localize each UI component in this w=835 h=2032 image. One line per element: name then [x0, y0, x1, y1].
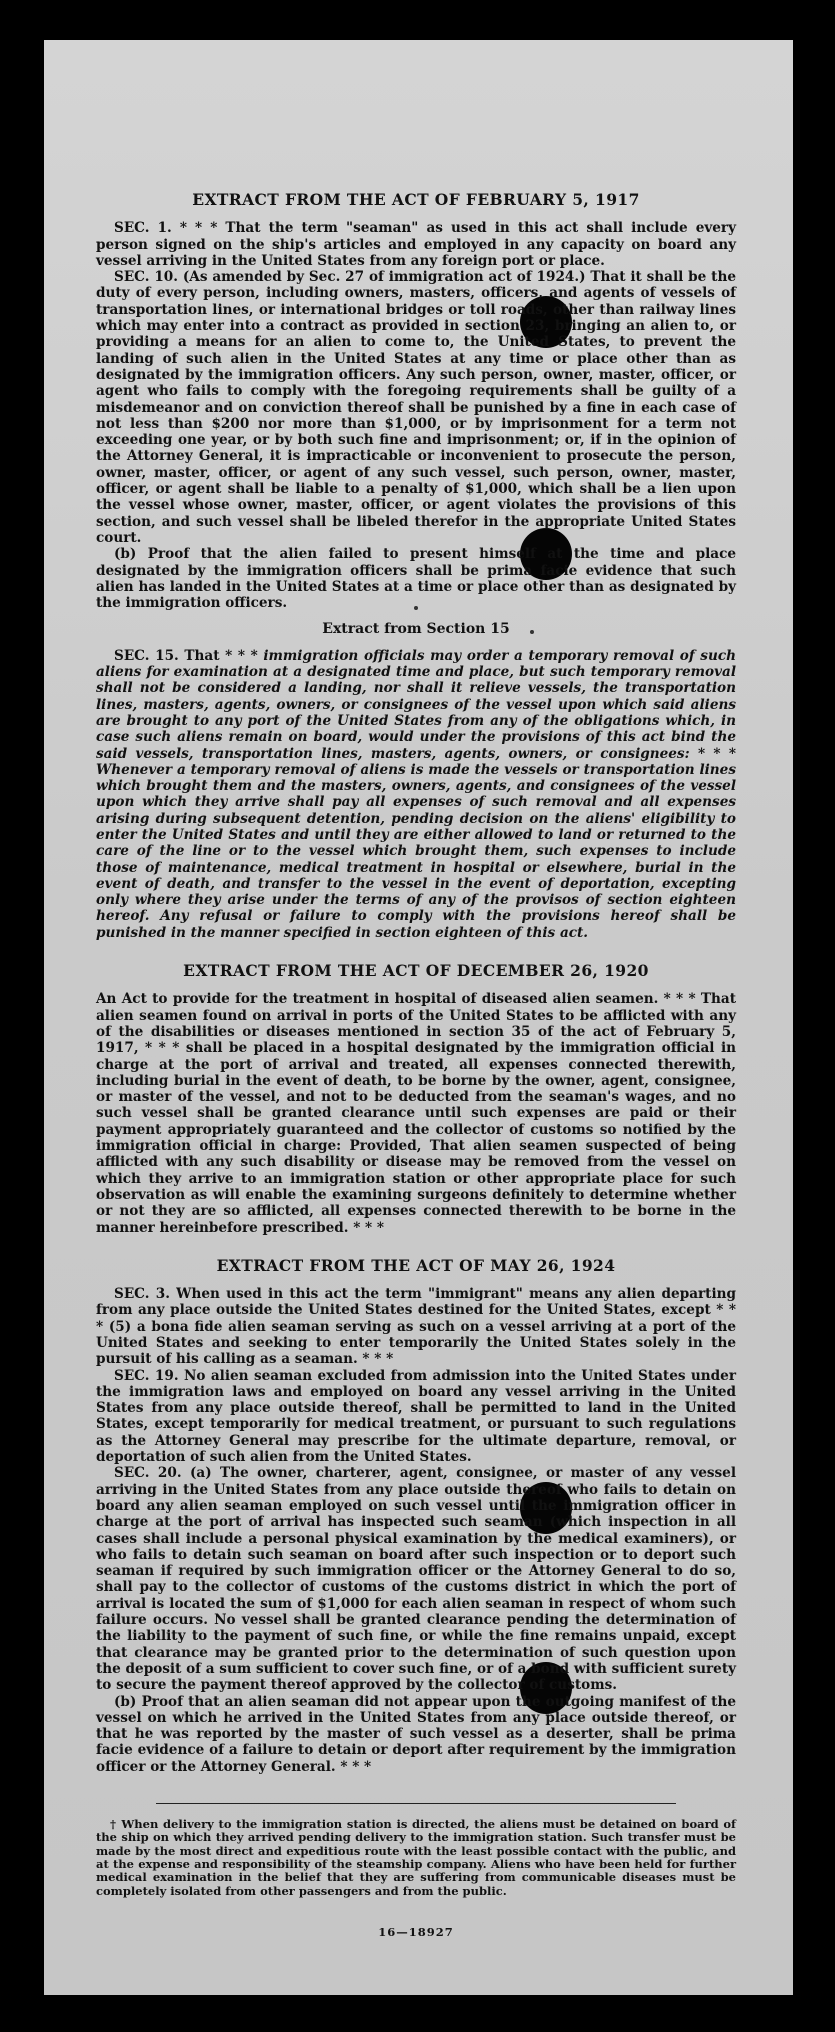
- paragraph-sec-10b: (b) Proof that the alien failed to present himself at the time and place designated by the immigration officers shall be prima facie evidence that such alien has landed in the United States at a time or place other than as designated by the immigration officers.: [96, 546, 736, 612]
- heading-act-1917: EXTRACT FROM THE ACT OF FEBRUARY 5, 1917: [192, 190, 640, 209]
- paragraph-sec-10: SEC. 10. (As amended by Sec. 27 of immigration act of 1924.) That it shall be the duty of every person, including owners, masters, officers, and agents of vessels of transportation lines, or international bridges or toll roads, other than railway lines which may enter into a contract as provided in section 23, bringing an alien to, or providing a means for an alien to come to, the United States, to prevent the landing of such alien in the United States at any time or place other than as designated by the immigration officers. Any such person, owner, master, officer, or agent who fails to comply with the foregoing requirements shall be guilty of a misdemeanor and on conviction thereof shall be punished by a fine in each case of not less than $200 nor more than $1,000, or by imprisonment for a term not exceeding one year, or by both such fine and imprisonment; or, if in the opinion of the Attorney General, it is impracticable or inconvenient to prosecute the person, owner, master, officer, or agent of any such vessel, such person, owner, master, officer, or agent shall be liable to a penalty of $1,000, which shall be a lien upon the vessel whose owner, master, officer, or agent violates the provisions of this section, and such vessel shall be libeled therefor in the appropriate United States court.: [96, 269, 736, 546]
- footnote: † When delivery to the immigration station is directed, the aliens must be detained on board of the ship on which they arrived pending delivery to the immigration station. Such transfer must be made by the most direct and expeditious route with the least possible contact with the public, and at the expense and responsibility of the steamship company. Aliens who have been held for further medical examination in the belief that they are suffering from communicable diseases must be completely isolated from other passengers and from the public.: [96, 1817, 736, 1898]
- paragraph-sec-20a: SEC. 20. (a) The owner, charterer, agent, consignee, or master of any vessel arriving in the United States from any place outside thereof who fails to detain on board any alien seaman employed on such vessel until the immigration officer in charge at the port of arrival has inspected such seaman (which inspection in all cases shall include a personal physical examination by the medical examiners), or who fails to detain such seaman on board after such inspection or to deport such seaman if required by such immigration officer or the Attorney General to do so, shall pay to the collector of customs of the customs district in which the port of arrival is located the sum of $1,000 for each alien seaman in respect of whom such failure occurs. No vessel shall be granted clearance pending the determination of the liability to the payment of such fine, or while the fine remains unpaid, except that clearance may be granted prior to the determination of such question upon the deposit of a sum sufficient to cover such fine, or of a bond with sufficient surety to secure the payment thereof approved by the collector of customs.: [96, 1465, 736, 1694]
- paragraph-sec-1: SEC. 1. * * * That the term "seaman" as used in this act shall include every person signed on the ship's articles and employed in any capacity on board any vessel arriving in the United States from any foreign port or place.: [96, 220, 736, 269]
- paragraph-act-1920: An Act to provide for the treatment in hospital of diseased alien seamen. * * * That alien seamen found on arrival in ports of the United States to be afflicted with any of the disabilities or diseases mentioned in section 35 of the act of February 5, 1917, * * * shall be placed in a hospital designated by the immigration official in charge at the port of arrival and treated, all expenses connected therewith, including burial in the event of death, to be borne by the owner, agent, consignee, or master of the vessel, and not to be deducted from the seaman's wages, and no such vessel shall be granted clearance until such expenses are paid or their payment appropriately guaranteed and the collector of customs so notified by the immigration official in charge: Provided, That alien seamen suspected of being afflicted with any such disability or disease may be removed from the vessel on which they arrive to an immigration station or other appropriate place for such observation as will enable the examining surgeons definitely to determine whether or not they are so afflicted, all expenses connected therewith to be borne in the manner hereinbefore prescribed. * * *: [96, 991, 736, 1236]
- sec-15-italic-text: immigration officials may order a temporary removal of such aliens for examination at a designated time and place, but such temporary removal shall not be considered a landing, nor shall it relieve vessels, the transportation lines, masters, agents, owners, or consignees of the vessel upon which said aliens are brought to any port of the United States from any of the obligations which, in case such aliens remain on board, would under the provisions of this act bind the said vessels, transportation lines, masters, agents, owners, or consignees: * * * Whenever a temporary removal of aliens is made the vessels or transportation lines which brought them and the masters, owners, agents, and consignees of the vessel upon which they arrive shall pay all expenses of such removal and all expenses arising during subsequent detention, pending decision on the aliens' eligibility to enter the United States and until they are either allowed to land or returned to the care of the line or to the vessel which brought them, such expenses to include those of maintenance, medical treatment in hospital or elsewhere, burial in the event of death, and transfer to the vessel in the event of deportation, excepting only where they arise under the terms of any of the provisos of section eighteen hereof. Any refusal or failure to comply with the provisions hereof shall be punished in the manner specified in section eighteen of this act.: [96, 647, 736, 941]
- paragraph-sec-3: SEC. 3. When used in this act the term "immigrant" means any alien departing from any place outside the United States destined for the United States, except * * * (5) a bona fide alien seaman serving as such on a vessel arriving at a port of the United States and seeking to enter temporarily the United States solely in the pursuit of his calling as a seaman. * * *: [96, 1286, 736, 1368]
- sec-15-lead: SEC. 15. That * * *: [114, 647, 264, 664]
- paragraph-sec-15: [96, 648, 736, 941]
- heading-act-1924: EXTRACT FROM THE ACT OF MAY 26, 1924: [216, 1255, 616, 1275]
- paragraph-sec-19: SEC. 19. No alien seaman excluded from admission into the United States under the immigration laws and employed on board any vessel arriving in the United States from any place outside thereof, shall be permitted to land in the United States, except temporarily for medical treatment, or pursuant to such regulations as the Attorney General may prescribe for the ultimate departure, removal, or deportation of such alien from the United States.: [96, 1367, 736, 1466]
- subheading-section-15: Extract from Section 15: [322, 621, 510, 638]
- document-text: [96, 150, 736, 1940]
- heading-act-1920: EXTRACT FROM THE ACT OF DECEMBER 26, 1920: [183, 961, 649, 981]
- print-code: 16—18927: [378, 1924, 454, 1939]
- paragraph-sec-20b: (b) Proof that an alien seaman did not appear upon the outgoing manifest of the vessel on which he arrived in the United States from any place outside thereof, or that he was reported by the master of such vessel as a deserter, shall be prima facie evidence of a failure to detain or deport after requirement by the immigration officer or the Attorney General. * * *: [96, 1693, 736, 1775]
- footnote-divider: [156, 1803, 676, 1804]
